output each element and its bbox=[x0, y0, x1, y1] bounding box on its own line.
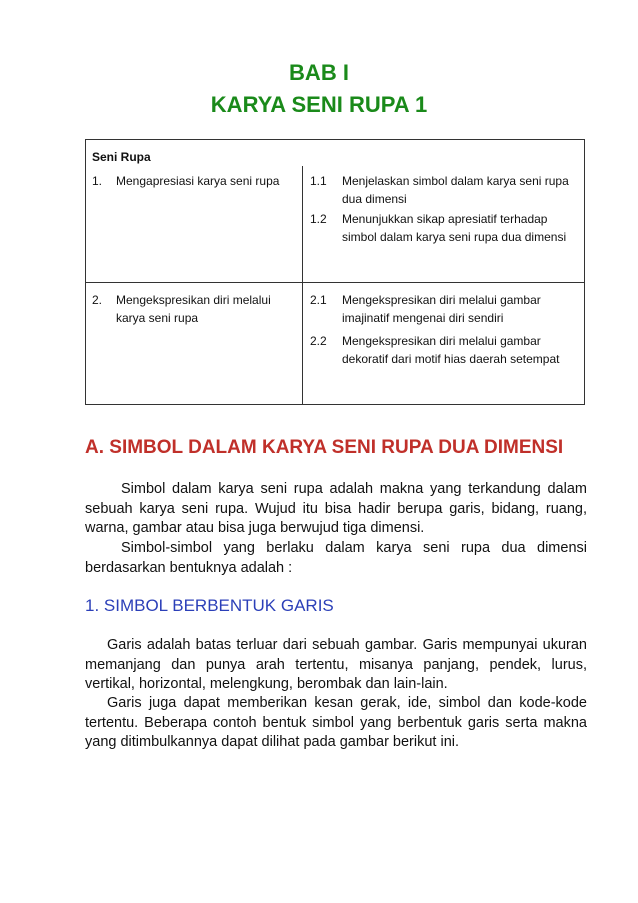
table-item-1-2 bbox=[310, 210, 578, 270]
item-text: Mengekspresikan diri melalui gambar dekoratif dari motif hias daerah setempat bbox=[342, 334, 560, 366]
chapter-number: BAB I bbox=[289, 60, 349, 85]
subsection-paragraph: Garis juga dapat memberikan kesan gerak, ide, simbol dan kode-kode tertentu. Beberapa contoh bentuk simbol yang berbentuk garis serta makna yang ditimbulkannya dapat dilihat pada gambar berikut ini. bbox=[85, 695, 587, 750]
subsection-paragraph: Garis adalah batas terluar dari sebuah gambar. Garis mempunyai ukuran memanjang dan punya arah tertentu, misanya panjang, pendek, lurus, vertikal, horizontal, melengkung, berombak dan lain-lain. bbox=[85, 637, 587, 692]
table-row-divider bbox=[86, 282, 584, 283]
table-item-2-2 bbox=[310, 332, 578, 392]
item-number: 2.2 bbox=[310, 334, 327, 348]
competency-table bbox=[85, 139, 585, 405]
row-number: 1. bbox=[92, 174, 103, 188]
subsection-heading: 1. SIMBOL BERBENTUK GARIS bbox=[85, 596, 334, 615]
item-text: Mengekspresikan diri melalui gambar imajinatif mengenai diri sendiri bbox=[342, 293, 541, 325]
table-row-1-left bbox=[92, 172, 298, 192]
table-item-1-1 bbox=[310, 172, 578, 212]
row-text: Mengapresiasi karya seni rupa bbox=[116, 174, 280, 188]
item-number: 2.1 bbox=[310, 293, 327, 307]
item-number: 1.1 bbox=[310, 174, 327, 188]
table-item-2-1 bbox=[310, 291, 578, 331]
section-paragraph: Simbol dalam karya seni rupa adalah makna yang terkandung dalam sebuah karya seni rupa. Wujud itu bisa hadir berupa garis, bidang, ruang, warna, gambar atau bisa juga berwujud tiga dimensi. bbox=[85, 481, 587, 536]
row-text: Mengekspresikan diri melalui karya seni rupa bbox=[116, 293, 271, 325]
section-paragraph: Simbol-simbol yang berlaku dalam karya seni rupa dua dimensi berdasarkan bentuknya adalah : bbox=[85, 540, 587, 576]
item-text: Menunjukkan sikap apresiatif terhadap simbol dalam karya seni rupa dua dimensi bbox=[342, 212, 567, 244]
chapter-title: KARYA SENI RUPA 1 bbox=[210, 92, 428, 117]
table-column-divider bbox=[302, 166, 303, 404]
table-header: Seni Rupa bbox=[92, 150, 151, 164]
table-row-2-left bbox=[92, 291, 298, 331]
section-heading: A. SIMBOL DALAM KARYA SENI RUPA DUA DIMENSI bbox=[85, 437, 564, 458]
item-number: 1.2 bbox=[310, 212, 327, 226]
item-text: Menjelaskan simbol dalam karya seni rupa dua dimensi bbox=[342, 174, 569, 206]
row-number: 2. bbox=[92, 293, 103, 307]
